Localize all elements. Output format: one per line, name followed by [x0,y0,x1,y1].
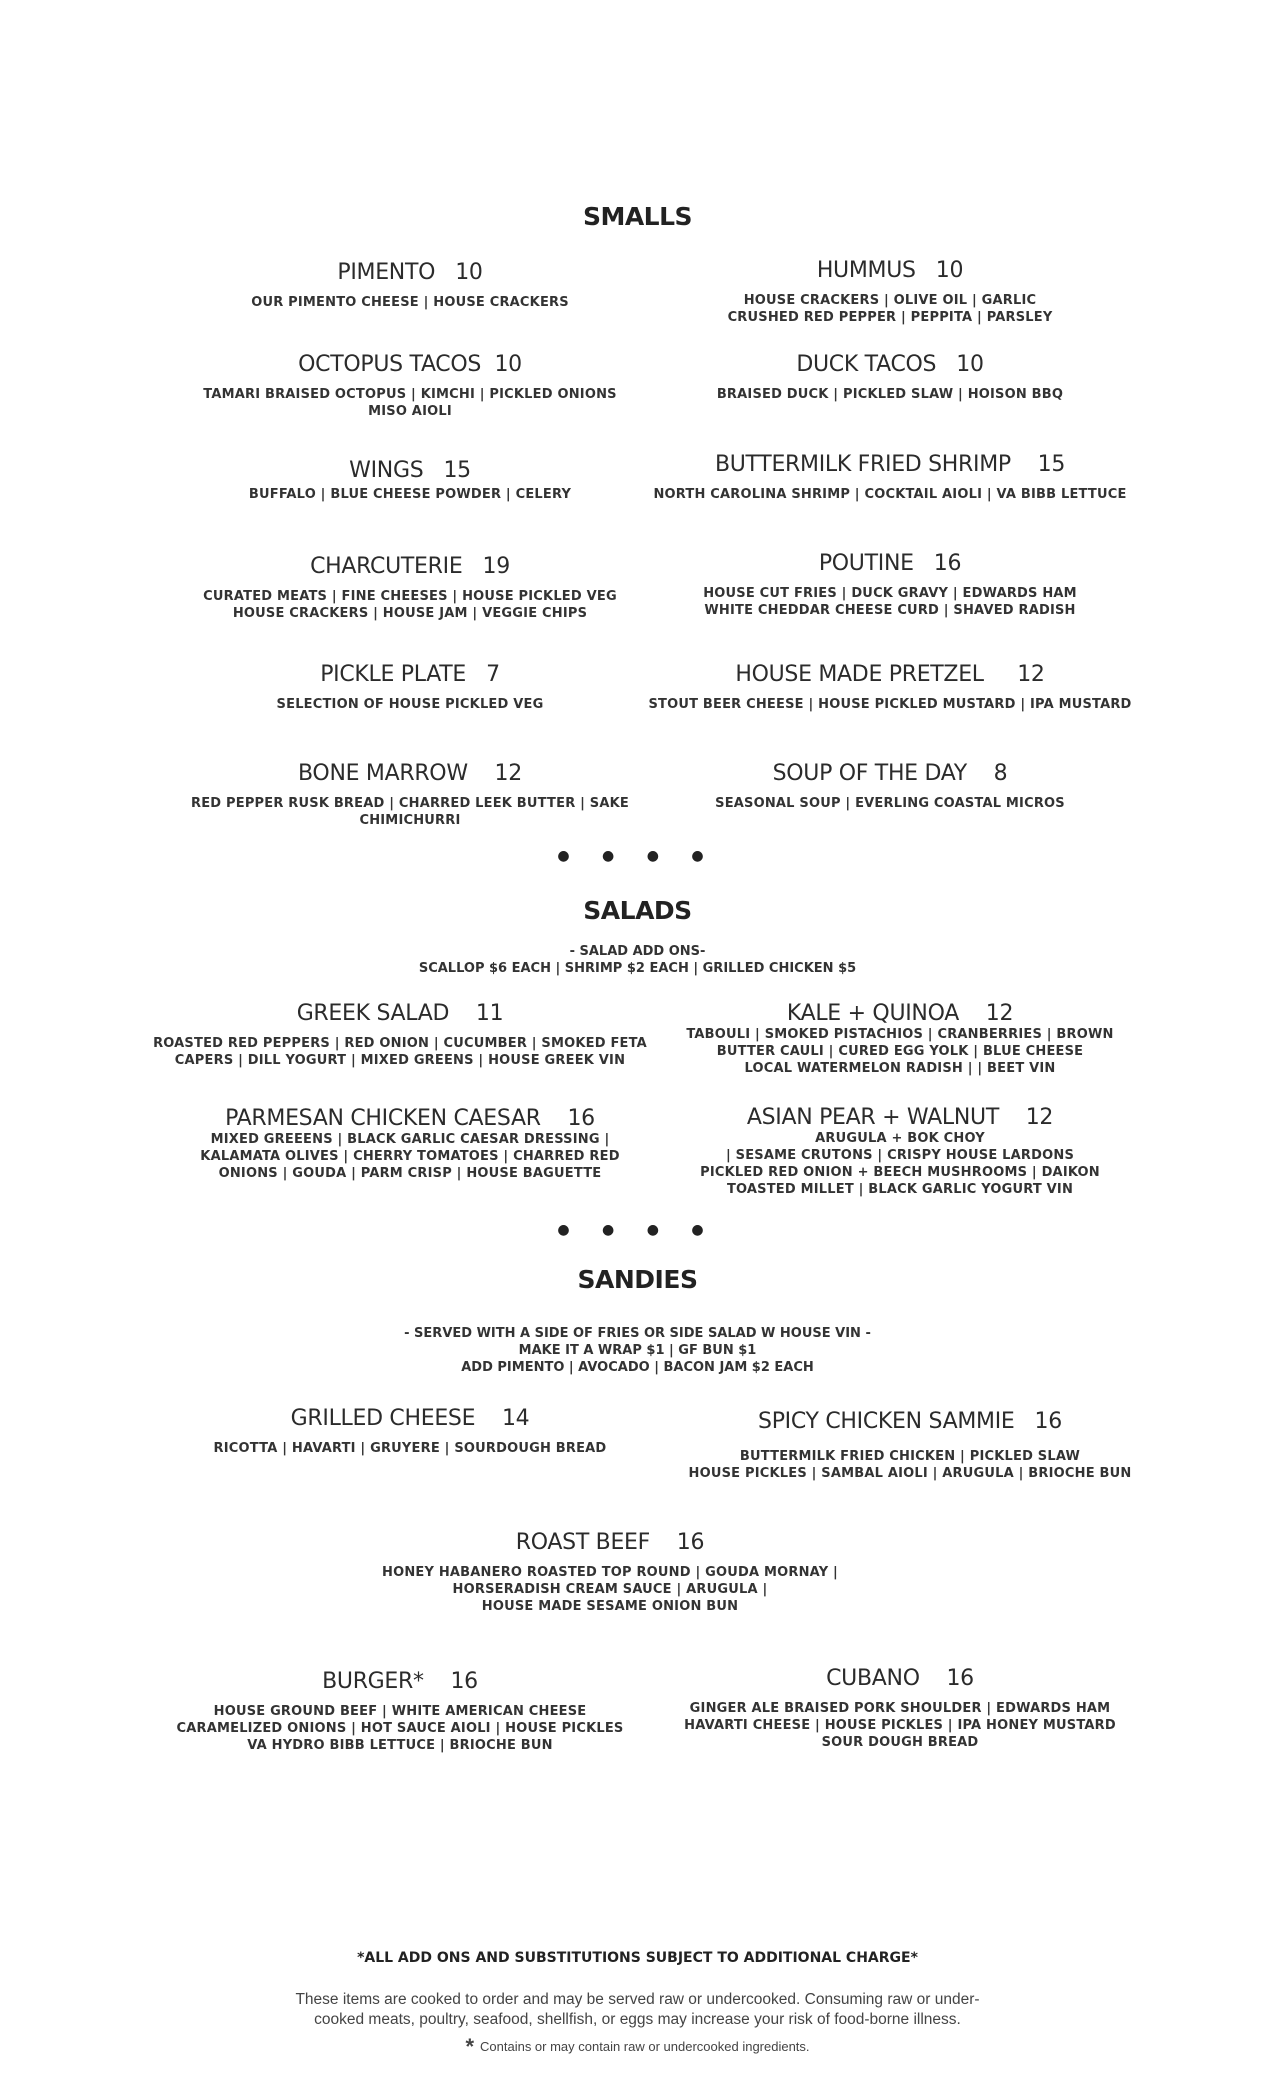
item-description: HOUSE CUT FRIES | DUCK GRAVY | EDWARDS HAM WHITE CHEDDAR CHEESE CURD | SHAVED RADISH [703,586,1077,618]
item-description: BUTTERMILK FRIED CHICKEN | PICKLED SLAW HOUSE PICKLES | SAMBAL AIOLI | ARUGULA | BRIOCHE BUN [688,1449,1132,1481]
menu-item-pickle-plate [150,662,670,713]
raw-ingredients-text: Contains or may contain raw or undercooked ingredients. [480,2039,810,2054]
menu-item-cubano [640,1666,1160,1751]
item-name: WINGS 15 [349,458,471,483]
menu-item-spicy-chicken-sammie [640,1409,1180,1482]
item-name: PICKLE PLATE 7 [320,662,500,687]
item-description: NORTH CAROLINA SHRIMP | COCKTAIL AIOLI | VA BIBB LETTUCE [653,487,1127,502]
sandies-note: - SERVED WITH A SIDE OF FRIES OR SIDE SALAD W HOUSE VIN - MAKE IT A WRAP $1 | GF BUN $1 ADD PIMENTO | AVOCADO | BACON JAM $2 EACH [404,1326,871,1375]
item-description: OUR PIMENTO CHEESE | HOUSE CRACKERS [251,295,569,310]
item-name: DUCK TACOS 10 [796,352,984,377]
item-description: MIXED GREEENS | BLACK GARLIC CAESAR DRESSING | KALAMATA OLIVES | CHERRY TOMATOES | CHARRED RED ONIONS | GOUDA | PARM CRISP | HOUSE BAGUETTE [200,1132,620,1181]
section-divider: ● ● ● ● [557,1222,718,1238]
item-name: HOUSE MADE PRETZEL 12 [735,662,1045,687]
salad-add-ons-note: - SALAD ADD ONS- SCALLOP $6 EACH | SHRIMP $2 EACH | GRILLED CHICKEN $5 [418,944,857,976]
item-name: PARMESAN CHICKEN CAESAR 16 [225,1106,595,1131]
item-name: GREEK SALAD 11 [296,1001,504,1026]
item-description: TABOULI | SMOKED PISTACHIOS | CRANBERRIES | BROWN BUTTER CAULI | CURED EGG YOLK | BLUE CHEESE LOCAL WATERMELON RADISH | | BEET VIN [686,1027,1114,1076]
item-description: CURATED MEATS | FINE CHEESES | HOUSE PICKLED VEG HOUSE CRACKERS | HOUSE JAM | VEGGIE CHIPS [203,589,617,621]
menu-item-soup-of-the-day [640,761,1140,812]
item-name: GRILLED CHEESE 14 [290,1406,530,1431]
add-ons-notice: *ALL ADD ONS AND SUBSTITUTIONS SUBJECT TO ADDITIONAL CHARGE* [357,1950,918,1966]
menu-item-kale-quinoa [650,1001,1150,1077]
item-name: BONE MARROW 12 [298,761,522,786]
menu-item-roast-beef [330,1530,890,1615]
menu-item-grilled-cheese [150,1406,670,1457]
menu-item-parmesan-chicken-caesar [150,1106,670,1182]
menu-item-octopus-tacos [150,352,670,420]
item-description: RED PEPPER RUSK BREAD | CHARRED LEEK BUTTER | SAKE CHIMICHURRI [191,796,629,828]
item-name: HUMMUS 10 [816,258,964,283]
menu-item-house-made-pretzel [620,662,1160,713]
menu-item-hummus [640,258,1140,326]
item-description: RICOTTA | HAVARTI | GRUYERE | SOURDOUGH BREAD [213,1441,607,1456]
smalls-heading: SMALLS [582,202,693,231]
item-description: STOUT BEER CHEESE | HOUSE PICKLED MUSTARD | IPA MUSTARD [648,697,1132,712]
menu-item-charcuterie [150,554,670,622]
raw-ingredients-note [0,2034,1275,2060]
item-description: TAMARI BRAISED OCTOPUS | KIMCHI | PICKLED ONIONS MISO AIOLI [203,387,617,419]
item-name: POUTINE 16 [818,551,962,576]
item-name: OCTOPUS TACOS 10 [298,352,522,377]
item-description: SEASONAL SOUP | EVERLING COASTAL MICROS [715,796,1065,811]
asterisk-symbol: * [465,2034,475,2059]
item-description: BRAISED DUCK | PICKLED SLAW | HOISON BBQ [716,387,1064,402]
menu-item-burger [130,1669,670,1754]
menu-item-asian-pear-walnut [650,1105,1150,1198]
menu-item-pimento [150,260,670,311]
item-name: CHARCUTERIE 19 [310,554,510,579]
item-description: ARUGULA + BOK CHOY | SESAME CRUTONS | CRISPY HOUSE LARDONS PICKLED RED ONION + BEECH MUSHROOMS | DAIKON TOASTED MILLET | BLACK GARLIC YOGURT VIN [700,1131,1100,1197]
item-name: SPICY CHICKEN SAMMIE 16 [758,1409,1062,1434]
item-description: BUFFALO | BLUE CHEESE POWDER | CELERY [248,487,572,502]
item-name: CUBANO 16 [826,1666,974,1691]
menu-item-duck-tacos [640,352,1140,403]
menu-item-wings [150,458,670,503]
item-description: HONEY HABANERO ROASTED TOP ROUND | GOUDA MORNAY | HORSERADISH CREAM SAUCE | ARUGULA | HOUSE MADE SESAME ONION BUN [382,1565,838,1614]
menu-item-poutine [640,551,1140,619]
item-name: ROAST BEEF 16 [515,1530,705,1555]
sandies-heading: SANDIES [577,1265,698,1294]
item-name: PIMENTO 10 [337,260,483,285]
section-divider: ● ● ● ● [557,848,718,864]
item-name: SOUP OF THE DAY 8 [772,761,1008,786]
item-description: HOUSE GROUND BEEF | WHITE AMERICAN CHEESE CARAMELIZED ONIONS | HOT SAUCE AIOLI | HOUSE PICKLES VA HYDRO BIBB LETTUCE | BRIOCHE BUN [176,1704,624,1753]
item-name: BUTTERMILK FRIED SHRIMP 15 [714,452,1066,477]
salads-heading: SALADS [583,896,692,925]
food-safety-advisory: These items are cooked to order and may be served raw or undercooked. Consuming raw or under- cooked meats, poultry, seafood, shellfish, or eggs may increase your risk of food-borne illness. [295,1991,980,2028]
item-description: SELECTION OF HOUSE PICKLED VEG [276,697,544,712]
menu-item-greek-salad [130,1001,670,1069]
item-name: ASIAN PEAR + WALNUT 12 [746,1105,1054,1130]
menu-item-buttermilk-fried-shrimp [620,452,1160,503]
item-name: BURGER* 16 [322,1669,478,1694]
item-description: ROASTED RED PEPPERS | RED ONION | CUCUMBER | SMOKED FETA CAPERS | DILL YOGURT | MIXED GREENS | HOUSE GREEK VIN [153,1036,647,1068]
item-name: KALE + QUINOA 12 [786,1001,1014,1026]
item-description: HOUSE CRACKERS | OLIVE OIL | GARLIC CRUSHED RED PEPPER | PEPPITA | PARSLEY [727,293,1053,325]
item-description: GINGER ALE BRAISED PORK SHOULDER | EDWARDS HAM HAVARTI CHEESE | HOUSE PICKLES | IPA HONEY MUSTARD SOUR DOUGH BREAD [684,1701,1116,1750]
menu-item-bone-marrow [150,761,670,829]
